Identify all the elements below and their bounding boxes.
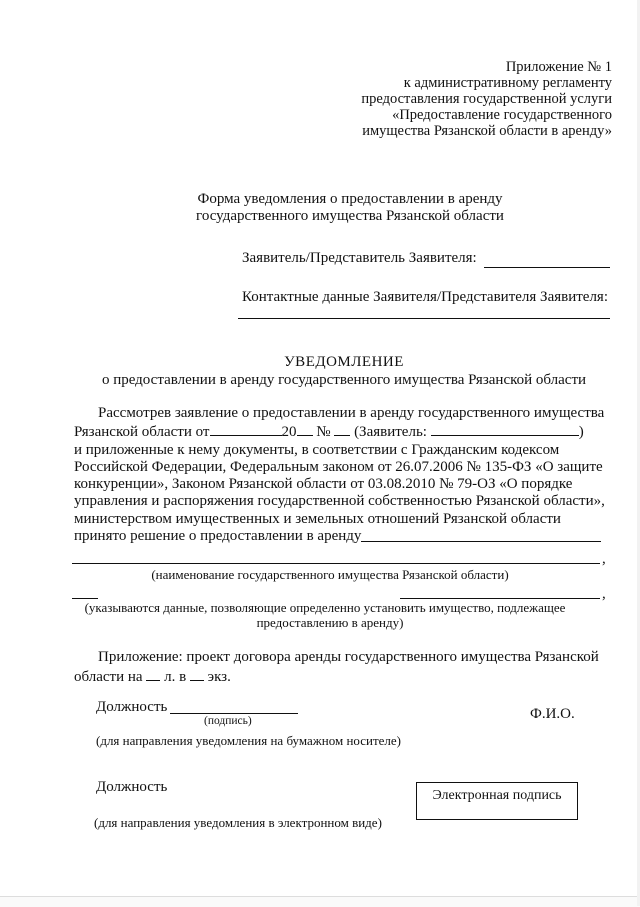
attachment-text-2b: л. в xyxy=(164,669,187,685)
notice-title: УВЕДОМЛЕНИЕ xyxy=(284,354,404,370)
body-line xyxy=(74,405,608,422)
date-blank xyxy=(210,422,282,436)
electronic-delivery-note: (для направления уведомления в электронном виде) xyxy=(94,815,382,830)
property-data-caption-1: (указываются данные, позволяющие определенно установить имущество, подлежащее xyxy=(84,600,566,615)
annex-line-3: предоставления государственной услуги xyxy=(361,91,612,107)
body-text-1: Рассмотрев заявление о предоставлении в аренду государственного имущества xyxy=(98,405,605,421)
body-line xyxy=(74,528,608,545)
body-text-5: конкуренции», Законом Рязанской области от 03.08.2010 № 79-ОЗ «О порядке xyxy=(74,476,573,493)
number-sign: № xyxy=(316,424,331,441)
form-title-line-2: государственного имущества Рязанской области xyxy=(196,208,504,224)
body-line xyxy=(74,459,608,476)
contacts-blank-line xyxy=(238,318,610,319)
property-blank xyxy=(361,528,601,542)
paper-signature-caption: (подпись) xyxy=(204,715,252,727)
property-data-line xyxy=(400,598,600,599)
paper-delivery-note: (для направления уведомления на бумажном носителе) xyxy=(96,733,402,748)
body-line xyxy=(74,442,608,459)
property-data-caption-2: предоставлению в аренду) xyxy=(256,615,404,630)
electronic-position-label: Должность xyxy=(96,779,168,795)
body-text-3: и приложенные к нему документы, в соответствии с Гражданским кодексом xyxy=(74,441,560,458)
body-line xyxy=(74,493,608,510)
body-text-4: Российской Федерации, Федеральным законом от 26.07.2006 № 135-ФЗ «О защите xyxy=(74,458,603,475)
notice-body xyxy=(74,405,608,545)
year-blank xyxy=(297,422,313,436)
attachment-text-2a: области на xyxy=(74,669,143,685)
year-prefix: 20 xyxy=(281,424,297,441)
applicant-open: (Заявитель: xyxy=(354,424,427,441)
applicant-blank xyxy=(431,422,579,436)
annex-line-5: имущества Рязанской области в аренду» xyxy=(362,123,612,139)
body-text-8: принято решение о предоставлении в аренду xyxy=(74,528,362,545)
property-data-line-short xyxy=(72,598,98,599)
annex-line-2: к административному регламенту xyxy=(403,75,612,91)
paper-fio-label: Ф.И.О. xyxy=(530,706,575,722)
applicant-close: ) xyxy=(578,424,584,441)
body-line xyxy=(74,511,608,528)
property-data-comma: , xyxy=(602,586,606,602)
form-title-line-1: Форма уведомления о предоставлении в аренду xyxy=(197,191,503,207)
property-name-caption: (наименование государственного имущества Рязанской области) xyxy=(151,567,509,582)
copies-blank xyxy=(190,667,204,681)
body-text-6: управления и распоряжения государственной собственностью Рязанской области», xyxy=(74,493,605,510)
body-text-7: министерством имущественных и земельных отношений Рязанской области xyxy=(74,510,561,527)
applicant-label: Заявитель/Представитель Заявителя: xyxy=(242,250,477,266)
attachment-line-2 xyxy=(74,667,231,686)
annex-header xyxy=(361,59,612,139)
attachment-text-2c: экз. xyxy=(207,669,231,685)
body-line xyxy=(74,422,608,441)
electronic-signature-label: Электронная подпись xyxy=(432,788,562,803)
annex-line-1: Приложение № 1 xyxy=(505,59,612,75)
attachment-line-1: Приложение: проект договора аренды государственного имущества Рязанской xyxy=(98,649,599,665)
pages-blank xyxy=(146,667,160,681)
electronic-signature-box xyxy=(416,782,578,820)
property-name-line xyxy=(72,563,600,564)
annex-line-4: «Предоставление государственного xyxy=(392,107,612,123)
body-text-2a: Рязанской области от xyxy=(74,424,210,441)
contacts-label: Контактные данные Заявителя/Представителя Заявителя: xyxy=(242,289,608,305)
form-title xyxy=(190,191,510,225)
body-line xyxy=(74,476,608,493)
applicant-blank-line xyxy=(484,267,610,268)
paper-signature-line xyxy=(170,713,298,714)
scan-bottom-edge xyxy=(0,896,640,907)
number-blank xyxy=(334,422,350,436)
property-name-comma: , xyxy=(602,551,606,567)
paper-position-label: Должность xyxy=(96,699,168,715)
notice-subtitle: о предоставлении в аренду государственного имущества Рязанской области xyxy=(101,372,587,388)
